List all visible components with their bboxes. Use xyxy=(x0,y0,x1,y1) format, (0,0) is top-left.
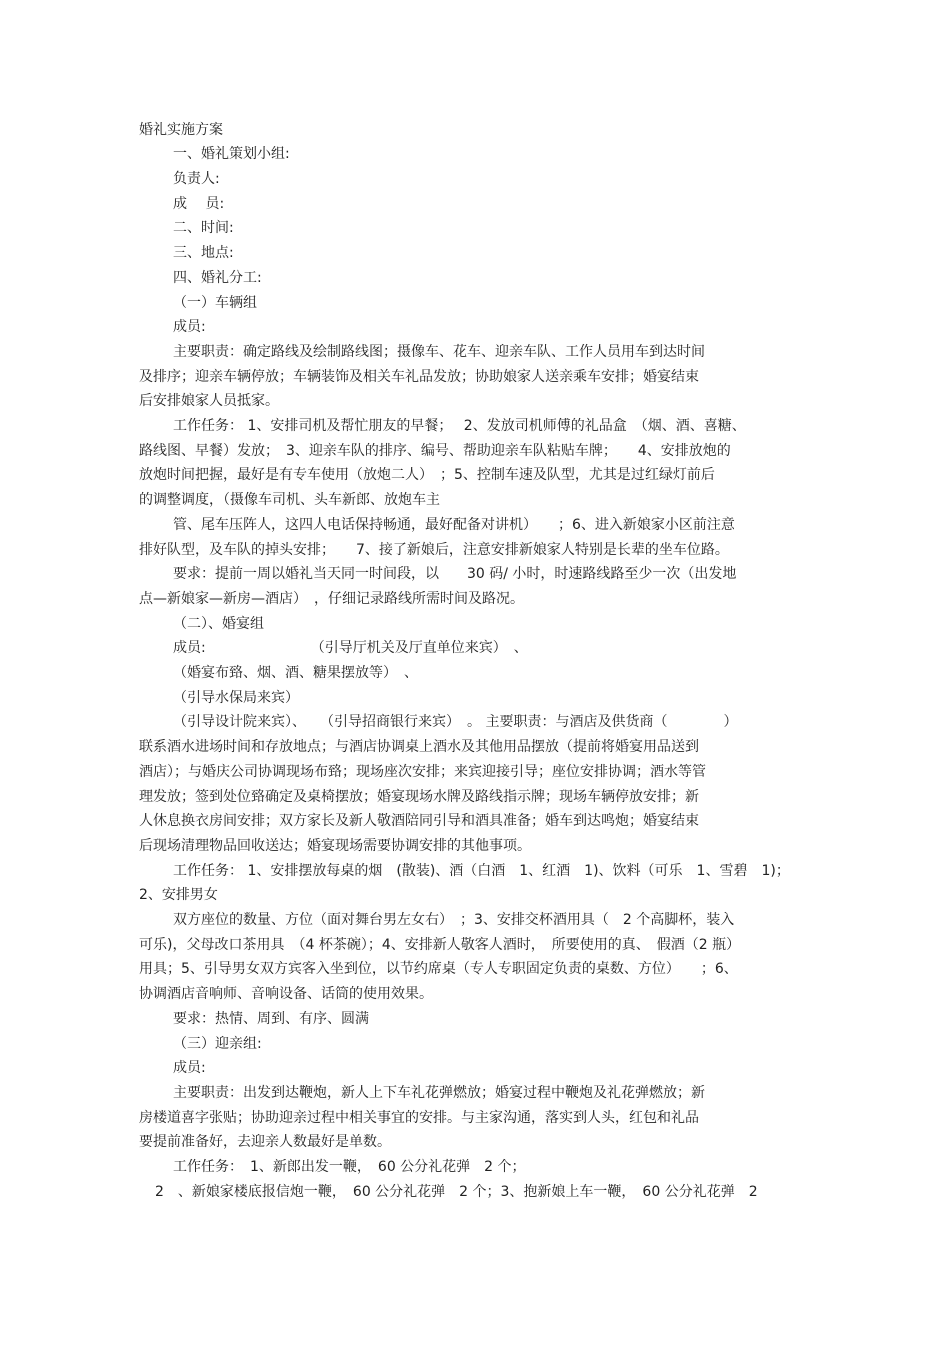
text-line: 工作任务： 1、安排摆放每桌的烟 (散装)、酒（白酒 1、红酒 1)、饮料（可乐 1、雪碧 1)； xyxy=(173,863,790,879)
text-line: 联系酒水进场时间和存放地点；与酒店协调桌上酒水及其他用品摆放（提前将婚宴用品送到 xyxy=(139,739,699,755)
text-line: 成 员: xyxy=(173,196,225,212)
text-line: 房楼道喜字张贴；协助迎亲过程中相关事宜的安排。与主家沟通，落实到人头，红包和礼品 xyxy=(139,1110,699,1126)
text-line: （引导设计院来宾）、 （引导招商银行来宾） 。 主要职责：与酒店及供货商（ ） xyxy=(173,714,738,730)
text-line: 协调酒店音响师、音响设备、话筒的使用效果。 xyxy=(139,986,433,1002)
text-line: 用具；5、引导男女双方宾客入坐到位，以节约席桌（专人专职固定负责的桌数、方位） ；6、 xyxy=(139,961,738,977)
text-line: 要求：热情、周到、有序、圆满 xyxy=(173,1011,369,1027)
text-line: 工作任务： 1、安排司机及帮忙朋友的早餐； 2、发放司机师傅的礼品盒 （烟、酒、喜糖、 xyxy=(173,418,746,434)
section-heading: 二、时间: xyxy=(173,220,234,236)
text-line: 后安排娘家人员抵家。 xyxy=(139,393,279,409)
text-line: 点—新娘家—新房—酒店） ，仔细记录路线所需时间及路况。 xyxy=(139,591,524,607)
text-line: 主要职责：出发到达鞭炮，新人上下车礼花弹燃放；婚宴过程中鞭炮及礼花弹燃放；新 xyxy=(173,1085,705,1101)
section-heading: 四、婚礼分工: xyxy=(173,270,262,286)
text-line: 路线图、早餐）发放； 3、迎亲车队的排序、编号、帮助迎亲车队粘贴车牌； 4、安排放炮的 xyxy=(139,443,731,459)
text-line: 人休息换衣房间安排；双方家长及新人敬酒陪同引导和酒具准备；婚车到达鸣炮；婚宴结束 xyxy=(139,813,699,829)
text-line: 要提前准备好，去迎亲人数最好是单数。 xyxy=(139,1134,391,1150)
text-line: 2、安排男女 xyxy=(139,887,218,903)
section-heading: 三、地点: xyxy=(173,245,234,261)
subsection-heading: （二）、婚宴组 xyxy=(173,616,264,632)
text-line: （引导水保局来宾） xyxy=(173,690,299,706)
subsection-heading: （一）车辆组 xyxy=(173,295,257,311)
document-title: 婚礼实施方案 xyxy=(139,122,223,138)
text-line: 主要职责：确定路线及绘制路线图；摄像车、花车、迎亲车队、工作人员用车到达时间 xyxy=(173,344,705,360)
text-line: 负责人: xyxy=(173,171,220,187)
text-line: 成员: xyxy=(173,319,206,335)
text-line: 要求：提前一周以婚礼当天同一时间段，以 30 码/ 小时，时速路线路至少一次（出发地 xyxy=(173,566,737,582)
text-line: 排好队型，及车队的掉头安排； 7、接了新娘后，注意安排新娘家人特别是长辈的坐车位路。 xyxy=(139,542,729,558)
text-line: （婚宴布臵、烟、酒、糖果摆放等） 、 xyxy=(173,665,418,681)
text-line: 放炮时间把握，最好是有专车使用（放炮二人） ；5、控制车速及队型，尤其是过红绿灯前后 xyxy=(139,467,715,483)
text-line: 可乐)，父母改口茶用具 （4 杯茶碗）；4、安排新人敬客人酒时， 所要使用的真、 假酒（2 瓶） xyxy=(139,937,741,953)
text-line: 的调整调度，（摄像车司机、头车新郎、放炮车主 xyxy=(139,492,440,508)
text-line: 成员: （引导厅机关及厅直单位来宾） 、 xyxy=(173,640,528,656)
section-heading: 一、婚礼策划小组: xyxy=(173,146,290,162)
text-line: 后现场清理物品回收送达；婚宴现场需要协调安排的其他事项。 xyxy=(139,838,531,854)
text-line: 及排序；迎亲车辆停放；车辆装饰及相关车礼品发放；协助娘家人送亲乘车安排；婚宴结束 xyxy=(139,369,699,385)
subsection-heading: （三）迎亲组: xyxy=(173,1036,262,1052)
text-line: 双方座位的数量、方位（面对舞台男左女右） ；3、安排交杯酒用具（ 2 个高脚杯，装入 xyxy=(173,912,735,928)
text-line: 管、尾车压阵人，这四人电话保持畅通，最好配备对讲机） ；6、进入新娘家小区前注意 xyxy=(173,517,735,533)
text-line: 酒店）；与婚庆公司协调现场布臵；现场座次安排；来宾迎接引导；座位安排协调；酒水等管 xyxy=(139,764,706,780)
text-line: 成员: xyxy=(173,1060,206,1076)
text-line: 理发放；签到处位臵确定及桌椅摆放；婚宴现场水牌及路线指示牌；现场车辆停放安排；新 xyxy=(139,789,699,805)
text-line: 2 、新娘家楼底报信炮一鞭， 60 公分礼花弹 2 个；3、抱新娘上车一鞭， 60 公分礼花弹 2 xyxy=(155,1184,758,1200)
text-line: 工作任务： 1、新郎出发一鞭， 60 公分礼花弹 2 个； xyxy=(173,1159,526,1175)
